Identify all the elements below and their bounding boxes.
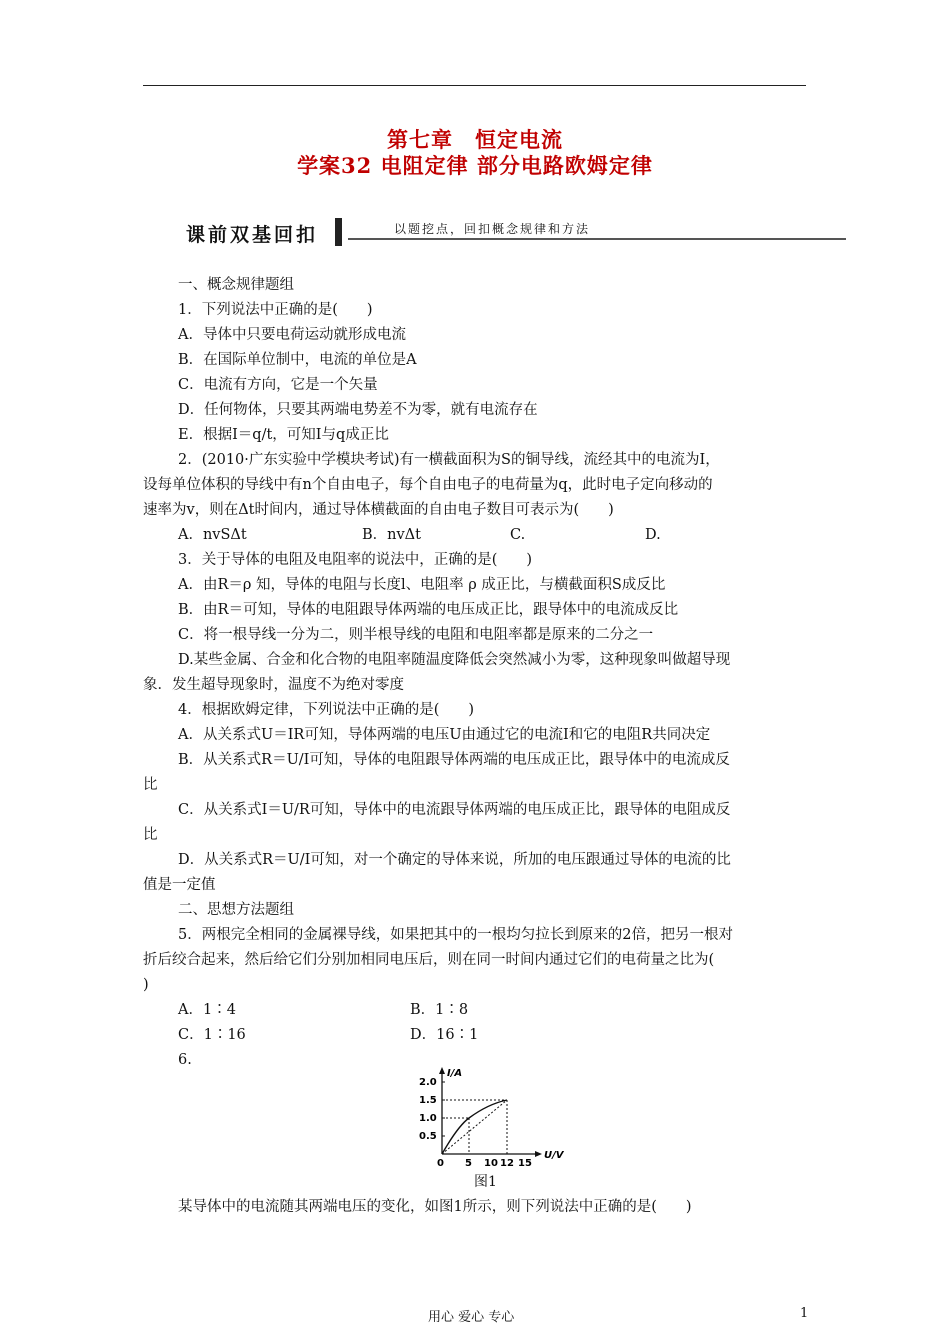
straight-reference-line (442, 1100, 507, 1154)
lesson-title: 学案32 电阻定律 部分电路欧姆定律 (297, 153, 653, 178)
question-1: 1．下列说法中正确的是( ) (178, 302, 373, 318)
x-tick-label-5: 5 (465, 1158, 472, 1169)
question-5-line-3: ) (143, 977, 149, 993)
y-axis-label: I/A (447, 1068, 463, 1079)
q5-option-d: D．16∶1 (410, 1027, 479, 1043)
q3-option-d-line-2: 象．发生超导现象时，温度不为绝对零度 (143, 677, 404, 693)
question-6-text: 某导体中的电流随其两端电压的变化，如图1所示，则下列说法中正确的是( ) (178, 1199, 692, 1215)
q3-option-c: C．将一根导线一分为二，则半根导线的电阻和电阻率都是原来的二分之一 (178, 627, 654, 643)
q1-option-e: E．根据I＝q/t，可知I与q成正比 (178, 427, 389, 443)
q3-option-a: A．由R＝ρ 知，导体的电阻与长度l、电阻率 ρ 成正比，与横截面积S成反比 (178, 577, 666, 593)
figure-caption: 图1 (474, 1174, 497, 1190)
x-tick-label-0: 0 (437, 1158, 444, 1169)
x-axis-label: U/V (544, 1150, 564, 1161)
q3-option-b: B．由R＝可知，导体的电阻跟导体两端的电压成正比，跟导体中的电流成反比 (178, 602, 679, 618)
banner-underline (348, 238, 846, 240)
chapter-title: 第七章 恒定电流 (387, 127, 563, 152)
q1-option-c: C．电流有方向，它是一个矢量 (178, 377, 378, 393)
x-tick-label-12: 12 (500, 1158, 514, 1169)
q4-option-b-line-2: 比 (143, 777, 158, 793)
question-6: 6. (178, 1052, 192, 1068)
q3-option-d-line-1: D.某些金属、合金和化合物的电阻率随温度降低会突然减小为零，这种现象叫做超导现 (178, 652, 731, 668)
question-2-line-1: 2．(2010·广东实验中学模块考试)有一横截面积为S的铜导线，流经其中的电流为I， (178, 452, 720, 468)
section-banner (178, 216, 846, 248)
q5-option-c: C．1∶16 (178, 1027, 246, 1043)
q2-option-c: C. (510, 527, 526, 543)
q5-option-a: A．1∶4 (178, 1002, 236, 1018)
q4-option-a: A．从关系式U＝IR可知，导体两端的电压U由通过它的电流I和它的电阻R共同决定 (178, 727, 711, 743)
question-5-line-1: 5．两根完全相同的金属裸导线，如果把其中的一根均匀拉长到原来的2倍，把另一根对 (178, 927, 733, 943)
y-tick-label-0.5: 0.5 (419, 1131, 437, 1142)
q2-option-b: B．nvΔt (362, 527, 421, 543)
section-heading-2: 二、思想方法题组 (178, 902, 294, 918)
question-3: 3．关于导体的电阻及电阻率的说法中，正确的是( ) (178, 552, 533, 568)
question-2-line-2: 设每单位体积的导线中有n个自由电子，每个自由电子的电荷量为q，此时电子定向移动的 (143, 477, 713, 493)
q2-option-a: A．nvSΔt (178, 527, 247, 543)
q1-option-a: A．导体中只要电荷运动就形成电流 (178, 327, 406, 343)
q4-option-b-line-1: B．从关系式R＝U/I可知，导体的电阻跟导体两端的电压成正比，跟导体中的电流成反 (178, 752, 730, 768)
q4-option-d-line-1: D．从关系式R＝U/I可知，对一个确定的导体来说，所加的电压跟通过导体的电流的比 (178, 852, 731, 868)
q5-option-b: B．1∶8 (410, 1002, 469, 1018)
banner-label: 课前双基回扣 (186, 224, 319, 246)
y-tick-label-1.5: 1.5 (419, 1095, 437, 1106)
x-axis-arrow (535, 1151, 542, 1157)
banner-divider (335, 218, 342, 246)
x-tick-label-15: 15 (518, 1158, 532, 1169)
page-number: 1 (800, 1306, 809, 1321)
section-heading-1: 一、概念规律题组 (178, 277, 294, 293)
x-tick-label-10: 10 (484, 1158, 498, 1169)
q1-option-d: D．任何物体，只要其两端电势差不为零，就有电流存在 (178, 402, 538, 418)
q1-option-b: B．在国际单位制中，电流的单位是A (178, 352, 417, 368)
q4-option-d-line-2: 值是一定值 (143, 877, 216, 893)
header-rule (143, 85, 806, 86)
banner-label-box (178, 216, 338, 248)
question-5-line-2: 折后绞合起来，然后给它们分别加相同电压后，则在同一时间内通过它们的电荷量之比为( (143, 952, 715, 968)
question-4: 4．根据欧姆定律，下列说法中正确的是( ) (178, 702, 475, 718)
q2-option-d: D. (645, 527, 661, 543)
y-tick-label-2.0: 2.0 (419, 1077, 437, 1088)
y-tick-label-1.0: 1.0 (419, 1113, 437, 1124)
q4-option-c-line-1: C．从关系式I＝U/R可知，导体中的电流跟导体两端的电压成正比，跟导体的电阻成反 (178, 802, 731, 818)
question-2-line-3: 速率为v，则在Δt时间内，通过导体横截面的自由电子数目可表示为( ) (143, 502, 614, 518)
iu-graph-figure (418, 1066, 568, 1170)
banner-subtitle: 以题挖点，回扣概念规律和方法 (394, 222, 591, 236)
y-axis-arrow (439, 1067, 445, 1074)
footer-motto: 用心 爱心 专心 (428, 1310, 515, 1325)
q4-option-c-line-2: 比 (143, 827, 158, 843)
